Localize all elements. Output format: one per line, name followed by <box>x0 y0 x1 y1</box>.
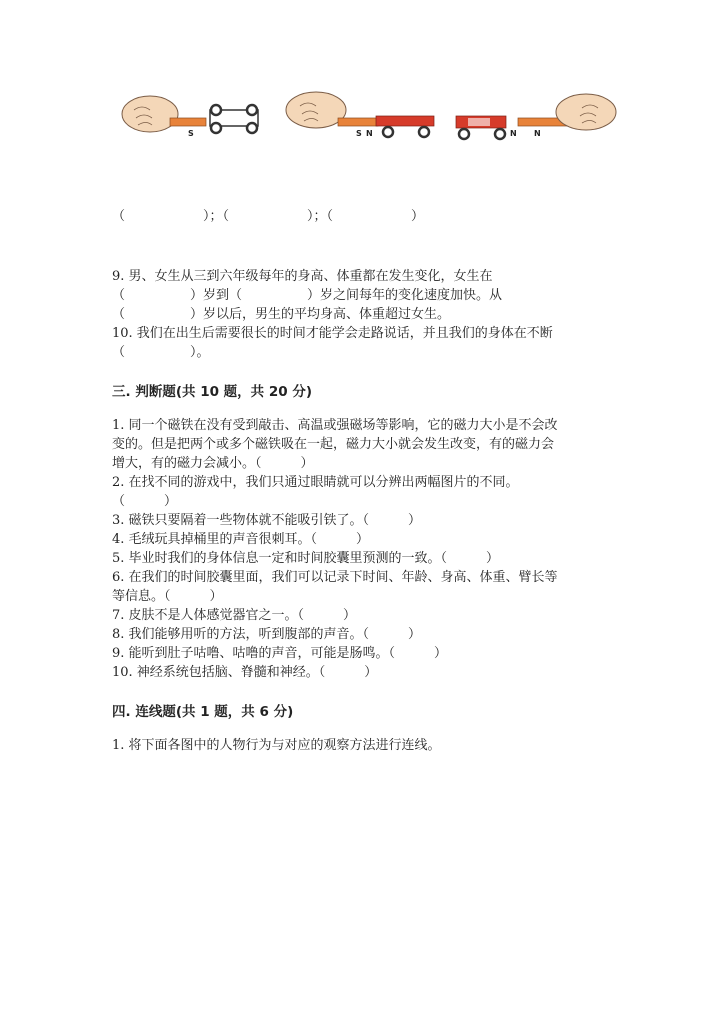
scene-1 <box>122 96 258 138</box>
match-q1: 1. 将下面各图中的人物行为与对应的观察方法进行连线。 <box>112 738 441 753</box>
q8-answer-blanks: （ ）；（ ）；（ ） <box>112 209 425 224</box>
scene-3 <box>456 94 616 139</box>
section-3-heading: 三. 判断题(共 10 题，共 20 分) <box>112 384 313 400</box>
car-1-wheel <box>247 105 257 115</box>
pole-label-4: N <box>510 129 517 138</box>
tf-q2-line-1: 2. 在找不同的游戏中，我们只通过眼睛就可以分辨出两幅图片的不同。 <box>112 475 519 490</box>
scene-2 <box>286 92 434 138</box>
hand-2 <box>286 92 346 128</box>
car-1-wheel <box>211 105 221 115</box>
pole-label-3: N <box>366 129 373 138</box>
tf-q9: 9. 能听到肚子咕噜、咕噜的声音，可能是肠鸣。（ ） <box>112 646 448 661</box>
car-3-wheel <box>459 129 469 139</box>
tf-q7: 7. 皮肤不是人体感觉器官之一。（ ） <box>112 608 357 623</box>
tf-q2-line-2: （ ） <box>112 494 178 509</box>
tf-q1-line-3: 增大，有的磁力会减小。（ ） <box>112 456 314 471</box>
section-4-heading: 四. 连线题(共 1 题，共 6 分) <box>112 704 294 720</box>
car-3-stripe <box>468 118 490 126</box>
q9-line-2: （ ）岁到（ ）岁之间每年的变化速度加快。从 <box>112 288 503 303</box>
hand-3 <box>556 94 616 130</box>
hand-1 <box>122 96 178 132</box>
car-2-body <box>376 116 434 126</box>
magnet-1 <box>170 118 206 126</box>
q9-line-3: （ ）岁以后，男生的平均身高、体重超过女生。 <box>112 307 451 322</box>
car-2-wheel <box>383 127 393 137</box>
car-3-wheel <box>495 129 505 139</box>
pole-label-5: N <box>534 129 541 138</box>
q9-line-1: 9. 男、女生从三到六年级每年的身高、体重都在发生变化，女生在 <box>112 269 493 284</box>
car-2-wheel <box>419 127 429 137</box>
tf-q5: 5. 毕业时我们的身体信息一定和时间胶囊里预测的一致。（ ） <box>112 551 500 566</box>
tf-q10: 10. 神经系统包括脑、脊髓和神经。（ ） <box>112 665 378 680</box>
tf-q4: 4. 毛绒玩具掉桶里的声音很刺耳。（ ） <box>112 532 370 547</box>
tf-q8: 8. 我们能够用听的方法，听到腹部的声音。（ ） <box>112 627 422 642</box>
pole-label-2: S <box>356 129 362 138</box>
car-1-wheel <box>211 123 221 133</box>
tf-q6-line-1: 6. 在我们的时间胶囊里面，我们可以记录下时间、年龄、身高、体重、臂长等 <box>112 570 558 585</box>
tf-q3: 3. 磁铁只要隔着一些物体就不能吸引铁了。（ ） <box>112 513 422 528</box>
pole-label-1: S <box>188 129 194 138</box>
tf-q1-line-1: 1. 同一个磁铁在没有受到敲击、高温或强磁场等影响，它的磁力大小是不会改 <box>112 418 558 433</box>
q10-line-2: （ ）。 <box>112 345 210 360</box>
magnet-2 <box>338 118 378 126</box>
magnet-cars-illustration <box>112 88 620 150</box>
tf-q6-line-2: 等信息。（ ） <box>112 589 223 604</box>
tf-q1-line-2: 变的。但是把两个或多个磁铁吸在一起，磁力大小就会发生改变，有的磁力会 <box>112 437 555 452</box>
car-1-wheel <box>247 123 257 133</box>
q10-line-1: 10. 我们在出生后需要很长的时间才能学会走路说话，并且我们的身体在不断 <box>112 326 553 341</box>
